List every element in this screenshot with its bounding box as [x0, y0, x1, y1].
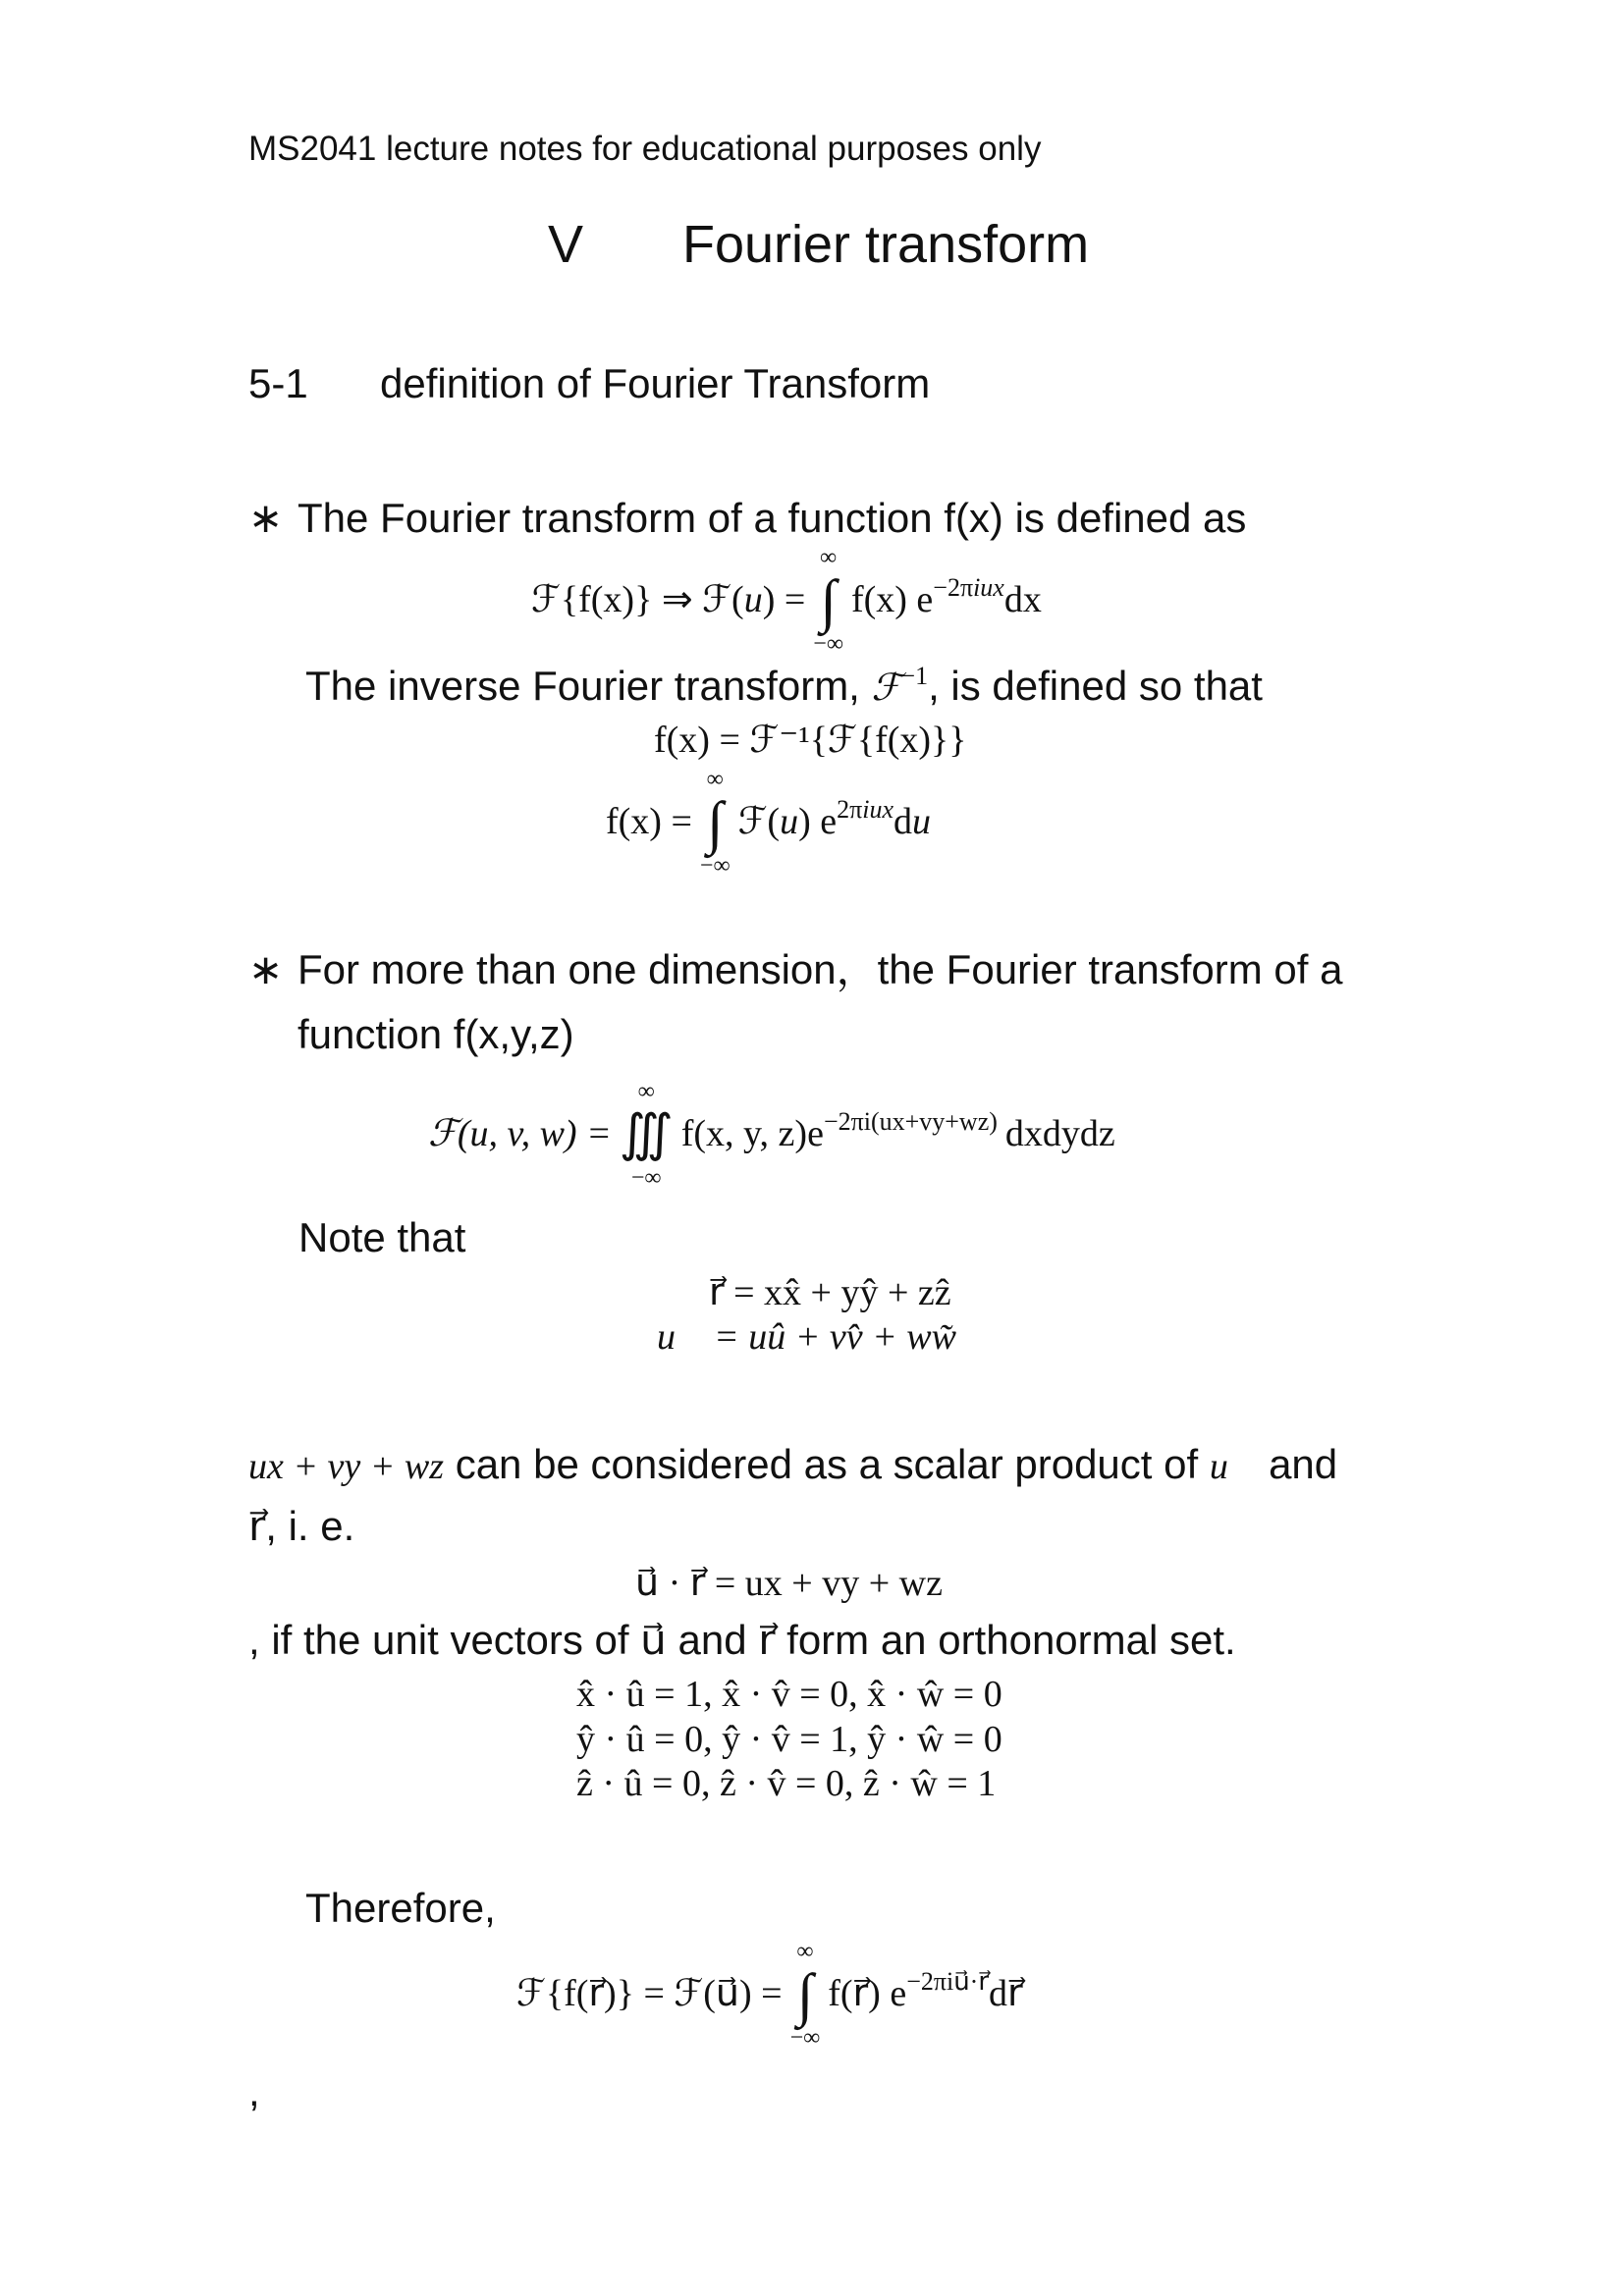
- eq-dx: dx: [1003, 579, 1042, 621]
- text: The inverse Fourier transform,: [305, 663, 860, 709]
- eq-rhs-group: [737, 795, 932, 845]
- triple-integral-sign: ∭: [619, 1106, 674, 1162]
- eq-body: f(x) e: [850, 579, 934, 621]
- text: can be considered as a scalar product of: [455, 1441, 1199, 1487]
- integral: [790, 1940, 821, 2050]
- section-title: definition of Fourier Transform: [380, 360, 931, 406]
- integral-sign: ∫: [820, 568, 837, 633]
- paragraph-multidim: For more than one dimension，the Fourier transform of a: [298, 946, 1343, 992]
- eq-body: ℱ(: [737, 801, 781, 843]
- orthonormal-row-3: ẑ · û = 0, ẑ · v̂ = 0, ẑ · ŵ = 1: [576, 1763, 997, 1804]
- eq-exp-var: iux: [973, 573, 1004, 603]
- eq-var: u: [780, 801, 799, 843]
- therefore-label: Therefore,: [305, 1885, 496, 1931]
- exponent: −1: [900, 662, 929, 690]
- eq-exp: 2π: [837, 795, 863, 825]
- eq-lhs: ℱ{f(x)} ⇒ ℱ(: [531, 579, 744, 621]
- eq-dvar: u: [912, 801, 932, 843]
- upper-limit: ∞: [820, 545, 838, 570]
- eq-close: ) e: [798, 801, 838, 843]
- upper-limit: ∞: [706, 767, 724, 792]
- paragraph-scalar-product-cont: r⃗, i. e.: [248, 1503, 355, 1549]
- eq-var: u: [743, 579, 763, 621]
- upper-limit: ∞: [637, 1079, 655, 1104]
- lower-limit: −∞: [630, 1165, 662, 1191]
- bullet-1: ∗: [248, 495, 284, 541]
- paragraph-multidim-cont: function f(x,y,z): [298, 1011, 574, 1057]
- integral: [813, 546, 843, 656]
- integral-sign: ∫: [707, 790, 724, 855]
- paragraph-orthonormal: , if the unit vectors of u⃗ and r⃗ form an orthonormal set.: [248, 1617, 1236, 1663]
- equation-u-vector: u⃗ = uû + vv̂ + ww̃: [657, 1316, 956, 1358]
- inline-math: ux + vy + wz: [248, 1446, 445, 1487]
- chapter-title: Fourier transform: [682, 215, 1090, 274]
- inline-vector: u⃗: [1209, 1446, 1258, 1487]
- eq-tail: dxdydz: [1004, 1113, 1115, 1155]
- equation-dot-product: u⃗ · r⃗ = ux + vy + wz: [635, 1563, 943, 1604]
- eq-rhs-group: [828, 1967, 1023, 2017]
- eq-body: f(r⃗) e: [828, 1973, 907, 2015]
- eq-lhs-group: [531, 578, 805, 623]
- integral: [700, 768, 731, 878]
- eq-rhs-group: [680, 1107, 998, 1157]
- trailing-comma: ,: [248, 2068, 260, 2114]
- equation-inverse-identity: f(x) = ℱ⁻¹{ℱ{f(x)}}: [654, 720, 967, 761]
- eq-lhs: ℱ{f(r⃗)} = ℱ(u⃗) =: [516, 1973, 783, 2015]
- equation-r-vector: r⃗ = xx̂ + yŷ + zẑ: [709, 1272, 951, 1313]
- paragraph-definition: The Fourier transform of a function f(x) is defined as: [298, 495, 1247, 541]
- eq-equals: ) =: [762, 579, 806, 621]
- equation-vector-transform: [516, 1940, 1023, 2050]
- equation-fourier-transform: [531, 546, 1042, 656]
- orthonormal-row-2: ŷ · û = 0, ŷ · v̂ = 1, ŷ · ŵ = 0: [576, 1719, 1002, 1760]
- orthonormal-row-1: x̂ · û = 1, x̂ · v̂ = 0, x̂ · ŵ = 0: [576, 1674, 1002, 1715]
- eq-exp: −2πiu⃗·r⃗: [906, 1967, 990, 1997]
- eq-lhs: ℱ(u, v, w) =: [428, 1113, 612, 1155]
- bullet-2: ∗: [248, 946, 284, 992]
- triple-integral: [620, 1080, 674, 1190]
- section-number: 5-1: [248, 360, 308, 406]
- eq-body: f(x, y, z)e: [680, 1113, 824, 1155]
- page-header: MS2041 lecture notes for educational purposes only: [248, 130, 1042, 168]
- text: , is defined so that: [928, 663, 1263, 709]
- eq-exp: −2πi(ux+vy+wz): [823, 1107, 998, 1137]
- lower-limit: −∞: [789, 2025, 821, 2051]
- note-label: Note that: [298, 1214, 466, 1260]
- paragraph-inverse: [305, 664, 1263, 710]
- text: and: [1269, 1441, 1338, 1487]
- equation-inverse-transform: [606, 768, 931, 878]
- eq-rhs-group: [850, 573, 1042, 623]
- upper-limit: ∞: [796, 1939, 814, 1964]
- chapter-number: V: [548, 215, 584, 274]
- paragraph-scalar-product: [248, 1442, 1337, 1488]
- integral-sign: ∫: [796, 1962, 814, 2027]
- equation-3d-transform: [428, 1080, 1115, 1190]
- eq-exp-var: iux: [862, 795, 894, 825]
- eq-exp: −2π: [933, 573, 974, 603]
- eq-d: d: [893, 801, 913, 843]
- eq-tail: dr⃗: [989, 1973, 1023, 2015]
- script-f: ℱ: [871, 667, 901, 709]
- lower-limit: −∞: [813, 631, 843, 657]
- eq-lhs: f(x) =: [606, 801, 692, 843]
- lower-limit: −∞: [699, 853, 731, 879]
